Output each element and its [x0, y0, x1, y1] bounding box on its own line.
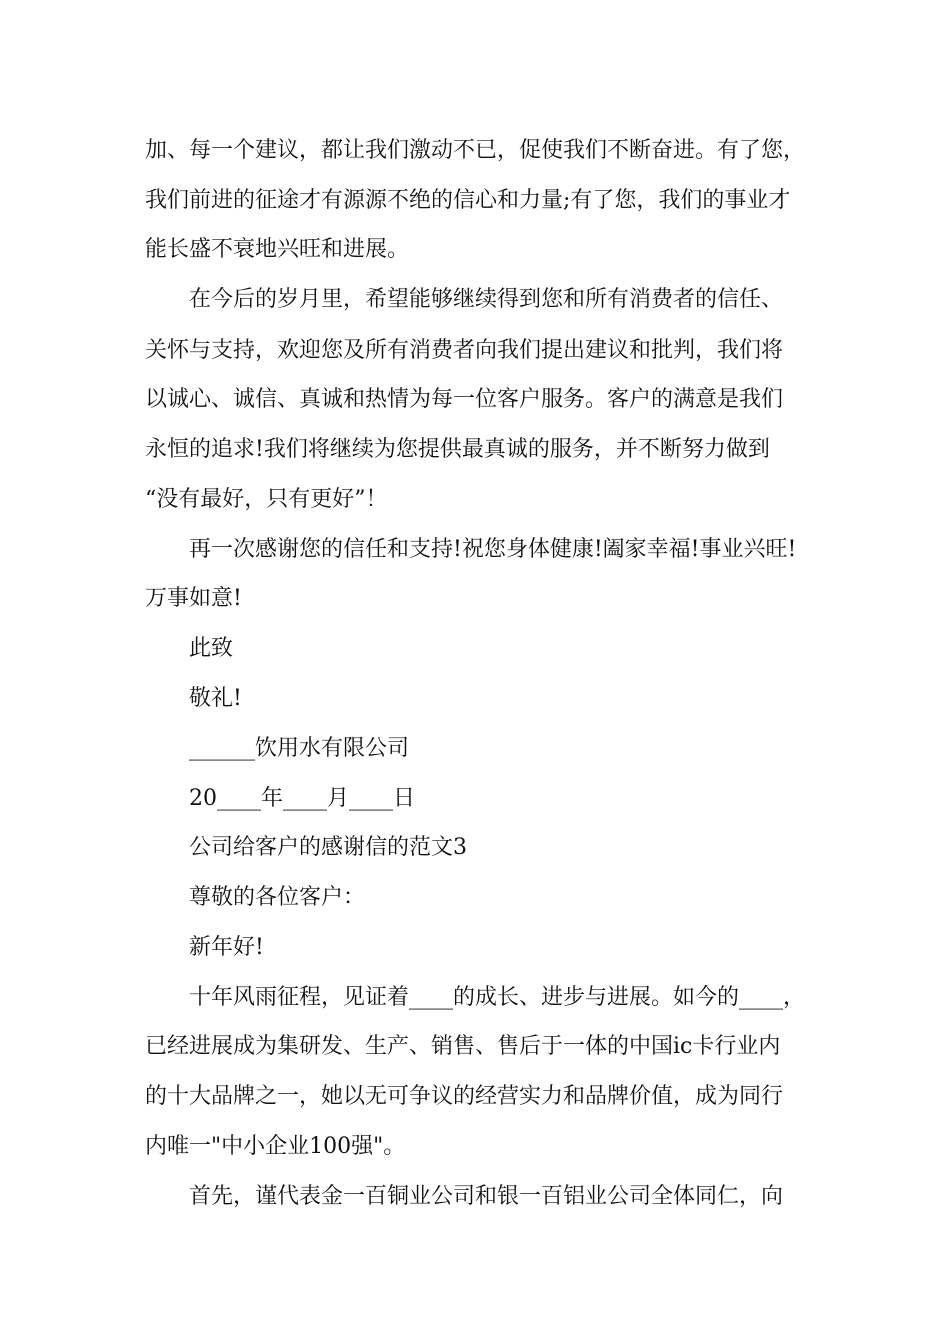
- text-line-20: 的十大品牌之一，她以无可争议的经营实力和品牌价值，成为同行: [145, 1084, 784, 1109]
- text-line-19: 已经进展成为集研发、生产、销售、售后于一体的中国ic卡行业内: [145, 1034, 781, 1059]
- text-line-5: 关怀与支持，欢迎您及所有消费者向我们提出建议和批判，我们将: [145, 338, 784, 363]
- text-line-4: 在今后的岁月里，希望能够继续得到您和所有消费者的信任、: [189, 287, 784, 312]
- greeting-recipient: 尊敬的各位客户：: [189, 885, 366, 910]
- text-line-3: 能长盛不衰地兴旺和进展。: [145, 237, 410, 262]
- text-line-2: 我们前进的征途才有源源不绝的信心和力量;有了您，我们的事业才: [145, 188, 791, 213]
- text-line-6: 以诚心、诚信、真诚和热情为每一位客户服务。客户的满意是我们: [145, 387, 784, 412]
- closing-respect: 敬礼!: [189, 686, 242, 711]
- text-line-22: 首先，谨代表金一百铜业公司和银一百铝业公司全体同仁，向: [189, 1184, 784, 1209]
- text-line-21: 内唯一"中小企业100强"。: [145, 1134, 406, 1159]
- text-line-9: 再一次感谢您的信任和支持!祝您身体健康!阖家幸福!事业兴旺!: [189, 537, 797, 562]
- greeting-new-year: 新年好!: [189, 935, 264, 960]
- section-title: 公司给客户的感谢信的范文3: [189, 835, 467, 860]
- closing-salutation: 此致: [189, 636, 234, 661]
- text-line-1: 加、每一个建议，都让我们激动不已，促使我们不断奋进。有了您，: [145, 138, 806, 163]
- text-line-8: “没有最好，只有更好”！: [145, 487, 388, 512]
- text-line-7: 永恒的追求!我们将继续为您提供最真诚的服务，并不断努力做到: [145, 437, 770, 462]
- text-line-10: 万事如意!: [145, 586, 242, 611]
- signature-date: 20____年____月____日: [189, 786, 415, 811]
- text-line-18: 十年风雨征程，见证着____的成长、进步与进展。如今的____，: [189, 985, 806, 1010]
- signature-company: ______饮用水有限公司: [189, 736, 410, 761]
